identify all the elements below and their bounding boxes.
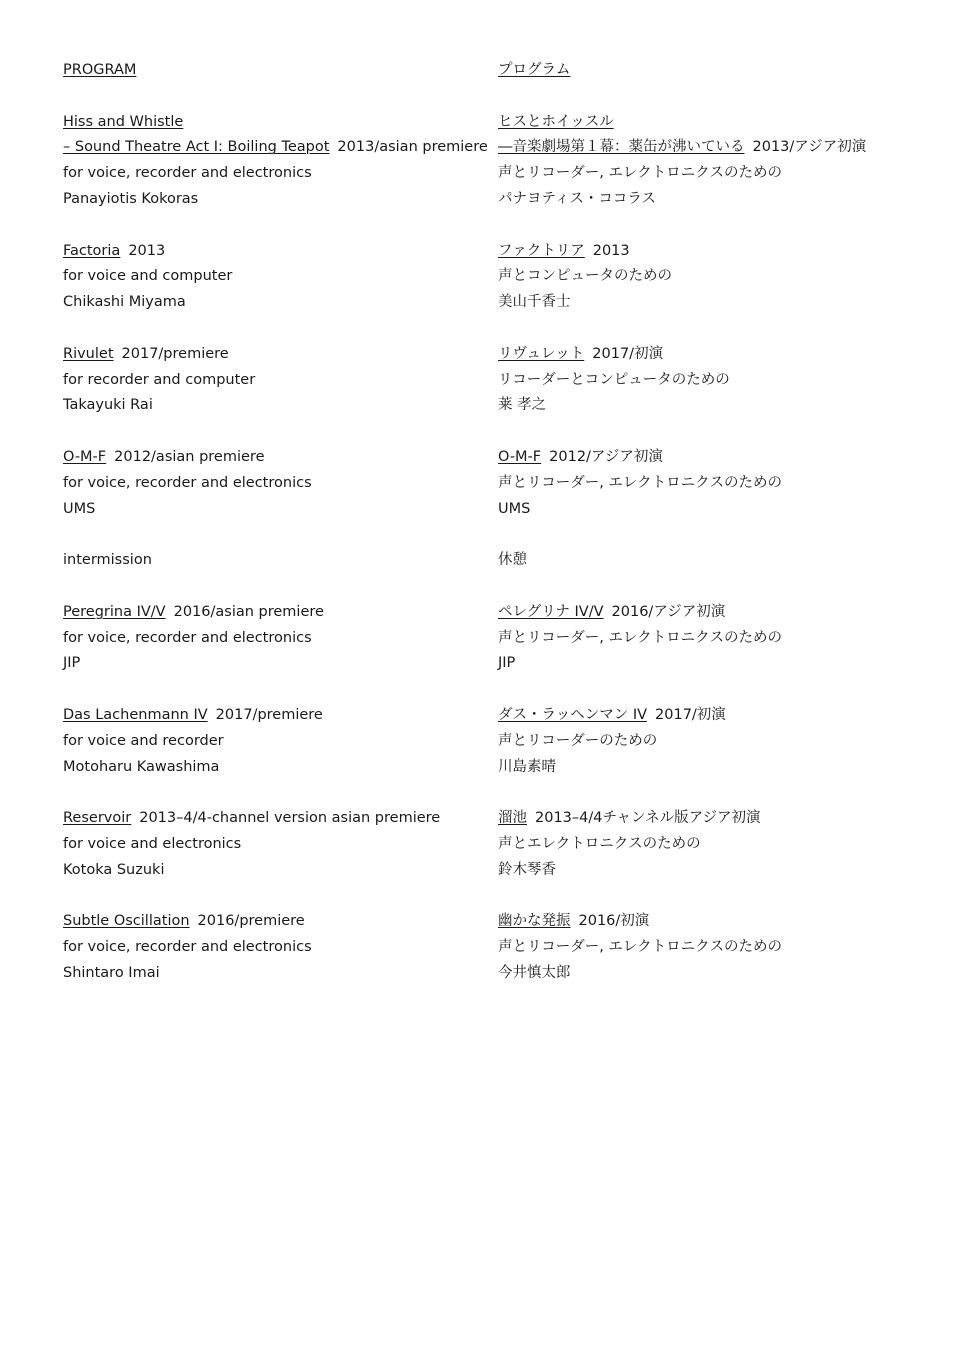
work-composer-ja: JIP [498, 655, 516, 672]
program-item-ja [498, 806, 938, 883]
work-title-ja: ファクトリア [498, 242, 585, 259]
work-meta-ja: 2016/初演 [578, 913, 650, 930]
work-meta: 2016/asian premiere [173, 603, 324, 620]
intermission-label: intermission [63, 552, 152, 569]
work-meta: 2016/premiere [197, 913, 305, 930]
program-item-ja [498, 909, 938, 986]
work-instrumentation-ja: 声とリコーダー, エレクトロニクスのための [498, 939, 782, 956]
work-instrumentation: for voice and computer [63, 268, 233, 285]
work-meta-ja: 2017/初演 [592, 345, 664, 362]
work-meta-ja: 2013–4/4チャンネル版アジア初演 [535, 810, 761, 827]
work-instrumentation: for recorder and computer [63, 371, 256, 388]
program-item [63, 445, 488, 522]
program-heading-ja: プログラム [498, 62, 571, 78]
work-composer: Shintaro Imai [63, 964, 160, 981]
work-composer: Takayuki Rai [63, 397, 153, 414]
program-item [63, 909, 488, 986]
work-title-ja: 溜池 [498, 810, 527, 827]
work-instrumentation-ja: 声とリコーダー, エレクトロニクスのための [498, 474, 782, 491]
program-item-ja [498, 239, 938, 316]
work-title: Das Lachenmann IV [63, 706, 208, 723]
work-title: Hiss and Whistle [63, 113, 184, 130]
work-meta-ja: 2012/アジア初演 [549, 448, 663, 465]
work-title: Reservoir [63, 810, 132, 827]
work-meta-ja: 2016/アジア初演 [611, 603, 726, 620]
work-instrumentation-ja: リコーダーとコンピュータのための [498, 371, 730, 388]
work-meta: 2017/premiere [215, 706, 323, 723]
work-composer: Kotoka Suzuki [63, 861, 165, 878]
work-composer-ja: パナヨティス・ココラス [498, 190, 656, 207]
work-composer-ja: UMS [498, 500, 531, 517]
work-instrumentation: for voice, recorder and electronics [63, 629, 312, 646]
work-meta: 2013–4/4-channel version asian premiere [139, 810, 441, 827]
intermission-label-ja: 休憩 [498, 552, 527, 569]
work-title: Subtle Oscillation [63, 913, 190, 930]
work-instrumentation-ja: 声とコンピュータのための [498, 268, 672, 285]
program-item-ja [498, 445, 938, 522]
work-composer-ja: 今井慎太郎 [498, 964, 571, 981]
work-composer-ja: 美山千香士 [498, 294, 571, 311]
work-composer-ja: 川島素晴 [498, 758, 556, 775]
work-meta: 2012/asian premiere [114, 448, 265, 465]
work-composer-ja: 莱 孝之 [498, 397, 547, 414]
work-title-ja: ペレグリナ IV/V [498, 603, 604, 620]
work-meta: 2013/asian premiere [337, 139, 488, 156]
work-instrumentation: for voice and electronics [63, 835, 242, 852]
program-column-japanese [498, 58, 938, 987]
work-title: Factoria [63, 242, 121, 259]
work-instrumentation-ja: 声とリコーダー, エレクトロニクスのための [498, 629, 782, 646]
program-item [63, 342, 488, 419]
program-item-ja [498, 703, 938, 780]
program-item-ja [498, 110, 938, 213]
work-composer-ja: 鈴木琴香 [498, 861, 556, 878]
program-item-ja [498, 600, 938, 677]
work-title-ja: 幽かな発振 [498, 913, 571, 930]
work-meta-ja: 2013 [592, 242, 630, 259]
work-meta-ja: 2013/アジア初演 [752, 139, 867, 156]
work-instrumentation: for voice, recorder and electronics [63, 474, 312, 491]
program-item [63, 806, 488, 883]
work-title: Peregrina IV/V [63, 603, 166, 620]
work-composer: Motoharu Kawashima [63, 758, 220, 775]
work-instrumentation-ja: 声とリコーダー, エレクトロニクスのための [498, 165, 782, 182]
work-meta: 2017/premiere [121, 345, 229, 362]
work-instrumentation-ja: 声とリコーダーのための [498, 732, 658, 749]
work-instrumentation: for voice, recorder and electronics [63, 939, 312, 956]
work-composer: UMS [63, 500, 96, 517]
work-meta-ja: 2017/初演 [655, 706, 726, 723]
program-item [63, 703, 488, 780]
work-title: O-M-F [63, 448, 107, 465]
work-instrumentation: for voice, recorder and electronics [63, 165, 312, 182]
program-column-english [63, 58, 488, 987]
program-item [63, 600, 488, 677]
work-composer: Panayiotis Kokoras [63, 190, 199, 207]
work-composer: JIP [63, 655, 81, 672]
work-instrumentation-ja: 声とエレクトロニクスのための [498, 835, 701, 852]
program-heading: PROGRAM [63, 62, 137, 78]
work-title-ja: リヴュレット [498, 345, 585, 362]
work-title-ja: O-M-F [498, 448, 542, 465]
work-subtitle-ja: ―音楽劇場第１幕：薬缶が沸いている [498, 139, 745, 156]
work-composer: Chikashi Miyama [63, 294, 186, 311]
program-item-ja [498, 342, 938, 419]
work-title-ja: ヒスとホイッスル [498, 113, 614, 130]
work-title: Rivulet [63, 345, 114, 362]
program-item [63, 110, 488, 213]
work-title-ja: ダス・ラッヘンマン IV [498, 706, 648, 723]
work-meta: 2013 [128, 242, 166, 259]
work-instrumentation: for voice and recorder [63, 732, 224, 749]
work-subtitle: – Sound Theatre Act I: Boiling Teapot [63, 139, 330, 156]
program-item [63, 239, 488, 316]
